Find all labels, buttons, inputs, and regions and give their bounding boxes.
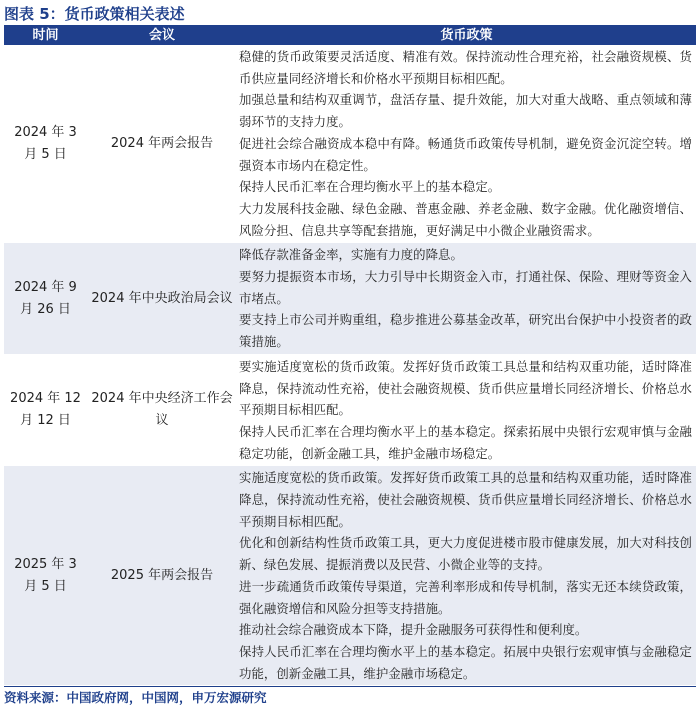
row-meeting: 2025 年两会报告: [87, 466, 237, 686]
row-time: 2024 年 3 月 5 日: [14, 124, 77, 162]
row-meeting: 2024 年中央政治局会议: [87, 243, 237, 355]
policy-item: 保持人民币汇率在合理均衡水平上的基本稳定。探索拓展中央银行宏观审慎与金融稳定功能，创新金融工具，维护金融市场稳定。: [239, 423, 692, 461]
policy-item: 保持人民币汇率在合理均衡水平上的基本稳定。: [239, 179, 501, 195]
policy-item: 要努力提振资本市场，大力引导中长期资金入市，打通社保、保险、理财等资金入市堵点。: [239, 269, 692, 306]
header-meeting: 会议: [87, 26, 237, 45]
policy-item: 优化和创新结构性货币政策工具，更大力度促进楼市股市健康发展，加大对科技创新、绿色发展、提振消费以及民营、小微企业等的支持。: [239, 535, 692, 573]
policy-item: 实施适度宽松的货币政策。发挥好货币政策工具的总量和结构双重功能，适时降准降息，保持流动性充裕，使社会融资规模、货币供应量增长同经济增长、价格总水平预期目标相匹配。: [239, 470, 692, 529]
header-time: 时间: [4, 26, 87, 45]
policy-item: 促进社会综合融资成本稳中有降。畅通货币政策传导机制，避免资金沉淀空转。增强资本市场内在稳定性。: [239, 135, 692, 173]
header-policy: 货币政策: [237, 26, 696, 45]
table-row: [4, 243, 696, 355]
bottom-rule: [4, 686, 696, 687]
policy-item: 要支持上市公司并购重组，稳步推进公募基金改革，研究出台保护中小投资者的政策措施。: [239, 312, 692, 350]
row-time: 2024 年 12 月 12 日: [4, 354, 87, 466]
row-meeting: 2024 年两会报告: [110, 135, 214, 151]
row-policy: [237, 243, 696, 355]
row-time: 2025 年 3 月 5 日: [4, 466, 87, 686]
policy-item: 降低存款准备金率，实施有力度的降息。: [239, 247, 463, 263]
policy-item: 进一步疏通货币政策传导渠道，完善利率形成和传导机制，落实无还本续贷政策，强化融资增信和风险分担等支持措施。: [239, 578, 692, 616]
policy-item: 加强总量和结构双重调节，盘活存量、提升效能，加大对重大战略、重点领域和薄弱环节的支持力度。: [239, 92, 692, 130]
row-time: 2024 年 9 月 26 日: [4, 243, 87, 355]
table-row: [4, 45, 696, 243]
policy-item: 保持人民币汇率在合理均衡水平上的基本稳定。拓展中央银行宏观审慎与金融稳定功能，创新金融工具，维护金融市场稳定。: [239, 643, 692, 681]
table-row: [4, 354, 696, 466]
row-policy: [237, 354, 696, 466]
policy-item: 推动社会综合融资成本下降，提升金融服务可获得性和便利度。: [239, 622, 588, 638]
source-note: 资料来源：中国政府网，中国网，申万宏源研究: [4, 690, 267, 705]
policy-table: [4, 26, 696, 685]
row-policy: [237, 45, 696, 243]
table-header: [4, 26, 696, 45]
policy-item: 要实施适度宽松的货币政策。发挥好货币政策工具总量和结构双重功能，适时降准降息，保持流动性充裕，使社会融资规模、货币供应量增长同经济增长、价格总水平预期目标相匹配。: [239, 358, 692, 418]
policy-item: 稳健的货币政策要灵活适度、精准有效。保持流动性合理充裕，社会融资规模、货币供应量同经济增长和价格水平预期目标相匹配。: [239, 49, 692, 86]
row-policy: [237, 466, 696, 686]
figure-title: 图表 5：货币政策相关表述: [4, 5, 185, 23]
row-meeting: 2024 年中央经济工作会议: [87, 354, 237, 466]
policy-item: 大力发展科技金融、绿色金融、普惠金融、养老金融、数字金融。优化融资增信、风险分担、信息共享等配套措施，更好满足中小微企业融资需求。: [239, 200, 692, 238]
table-row: [4, 466, 696, 686]
